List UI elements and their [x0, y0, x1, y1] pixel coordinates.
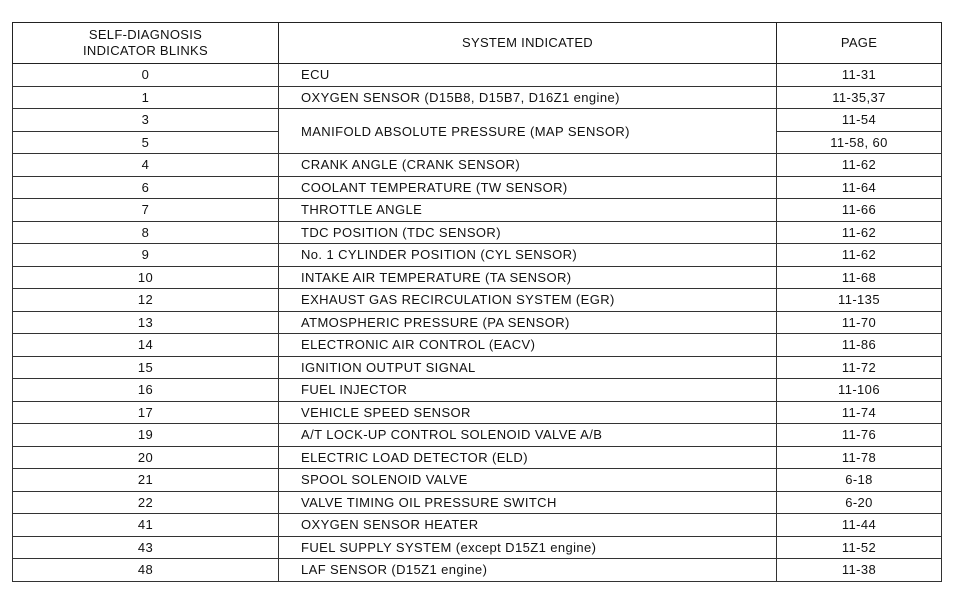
page-cell: 11-72 — [777, 356, 942, 379]
system-cell: TDC POSITION (TDC SENSOR) — [279, 221, 777, 244]
table-row — [13, 559, 942, 582]
page-cell: 11-44 — [777, 514, 942, 537]
page-cell: 11-78 — [777, 446, 942, 469]
system-cell: ECU — [279, 64, 777, 87]
blinks-cell: 21 — [13, 469, 279, 492]
blinks-cell: 15 — [13, 356, 279, 379]
system-cell: OXYGEN SENSOR (D15B8, D15B7, D16Z1 engine) — [279, 86, 777, 109]
table-row — [13, 109, 942, 132]
page-cell: 11-38 — [777, 559, 942, 582]
table-row — [13, 469, 942, 492]
blinks-cell: 9 — [13, 244, 279, 267]
system-cell: VEHICLE SPEED SENSOR — [279, 401, 777, 424]
system-cell: VALVE TIMING OIL PRESSURE SWITCH — [279, 491, 777, 514]
table-row — [13, 491, 942, 514]
table-row — [13, 176, 942, 199]
table-header-row — [13, 23, 942, 64]
table-row — [13, 401, 942, 424]
table-row — [13, 86, 942, 109]
blinks-cell: 16 — [13, 379, 279, 402]
table-row — [13, 379, 942, 402]
page-cell: 11-62 — [777, 154, 942, 177]
page-cell: 6-18 — [777, 469, 942, 492]
blinks-cell: 8 — [13, 221, 279, 244]
table-row — [13, 356, 942, 379]
page-cell: 6-20 — [777, 491, 942, 514]
table-row — [13, 311, 942, 334]
page-cell: 11-86 — [777, 334, 942, 357]
header-indicator-blinks — [13, 23, 279, 64]
table-row — [13, 334, 942, 357]
blinks-cell: 6 — [13, 176, 279, 199]
table-row — [13, 446, 942, 469]
system-cell: FUEL SUPPLY SYSTEM (except D15Z1 engine) — [279, 536, 777, 559]
page-cell: 11-76 — [777, 424, 942, 447]
page-cell: 11-62 — [777, 221, 942, 244]
header-page: PAGE — [777, 23, 942, 64]
blinks-cell: 22 — [13, 491, 279, 514]
system-cell: LAF SENSOR (D15Z1 engine) — [279, 559, 777, 582]
table-row — [13, 289, 942, 312]
blinks-cell: 1 — [13, 86, 279, 109]
table-row — [13, 266, 942, 289]
page-cell: 11-64 — [777, 176, 942, 199]
blinks-cell: 41 — [13, 514, 279, 537]
blinks-cell: 14 — [13, 334, 279, 357]
blinks-cell: 10 — [13, 266, 279, 289]
blinks-cell: 17 — [13, 401, 279, 424]
blinks-cell: 7 — [13, 199, 279, 222]
system-cell: ELECTRONIC AIR CONTROL (EACV) — [279, 334, 777, 357]
system-cell: ELECTRIC LOAD DETECTOR (ELD) — [279, 446, 777, 469]
table-row — [13, 514, 942, 537]
blinks-cell: 4 — [13, 154, 279, 177]
system-cell: INTAKE AIR TEMPERATURE (TA SENSOR) — [279, 266, 777, 289]
page-cell: 11-54 — [777, 109, 942, 132]
table-row — [13, 64, 942, 87]
header-system-indicated: SYSTEM INDICATED — [279, 23, 777, 64]
page-cell: 11-35,37 — [777, 86, 942, 109]
header-blinks-line2: INDICATOR BLINKS — [83, 43, 208, 58]
page-cell: 11-66 — [777, 199, 942, 222]
table-row — [13, 154, 942, 177]
blinks-cell: 13 — [13, 311, 279, 334]
blinks-cell: 19 — [13, 424, 279, 447]
system-cell: THROTTLE ANGLE — [279, 199, 777, 222]
system-cell: A/T LOCK-UP CONTROL SOLENOID VALVE A/B — [279, 424, 777, 447]
page-cell: 11-58, 60 — [777, 131, 942, 154]
blinks-cell: 5 — [13, 131, 279, 154]
system-cell: MANIFOLD ABSOLUTE PRESSURE (MAP SENSOR) — [279, 109, 777, 154]
table-row — [13, 199, 942, 222]
system-cell: SPOOL SOLENOID VALVE — [279, 469, 777, 492]
system-cell: ATMOSPHERIC PRESSURE (PA SENSOR) — [279, 311, 777, 334]
page-cell: 11-62 — [777, 244, 942, 267]
table-row — [13, 221, 942, 244]
system-cell: EXHAUST GAS RECIRCULATION SYSTEM (EGR) — [279, 289, 777, 312]
blinks-cell: 20 — [13, 446, 279, 469]
page-cell: 11-106 — [777, 379, 942, 402]
system-cell: FUEL INJECTOR — [279, 379, 777, 402]
system-cell: OXYGEN SENSOR HEATER — [279, 514, 777, 537]
blinks-cell: 3 — [13, 109, 279, 132]
page-cell: 11-31 — [777, 64, 942, 87]
system-cell: IGNITION OUTPUT SIGNAL — [279, 356, 777, 379]
system-cell: CRANK ANGLE (CRANK SENSOR) — [279, 154, 777, 177]
table-row — [13, 536, 942, 559]
diagnosis-table-container — [12, 22, 941, 582]
blinks-cell: 48 — [13, 559, 279, 582]
table-row — [13, 424, 942, 447]
page-cell: 11-52 — [777, 536, 942, 559]
system-cell: No. 1 CYLINDER POSITION (CYL SENSOR) — [279, 244, 777, 267]
table-row — [13, 244, 942, 267]
diagnosis-code-table — [12, 22, 942, 582]
header-blinks-line1: SELF-DIAGNOSIS — [88, 27, 203, 42]
blinks-cell: 43 — [13, 536, 279, 559]
page-cell: 11-68 — [777, 266, 942, 289]
page-cell: 11-135 — [777, 289, 942, 312]
page-cell: 11-70 — [777, 311, 942, 334]
blinks-cell: 0 — [13, 64, 279, 87]
blinks-cell: 12 — [13, 289, 279, 312]
page-cell: 11-74 — [777, 401, 942, 424]
system-cell: COOLANT TEMPERATURE (TW SENSOR) — [279, 176, 777, 199]
